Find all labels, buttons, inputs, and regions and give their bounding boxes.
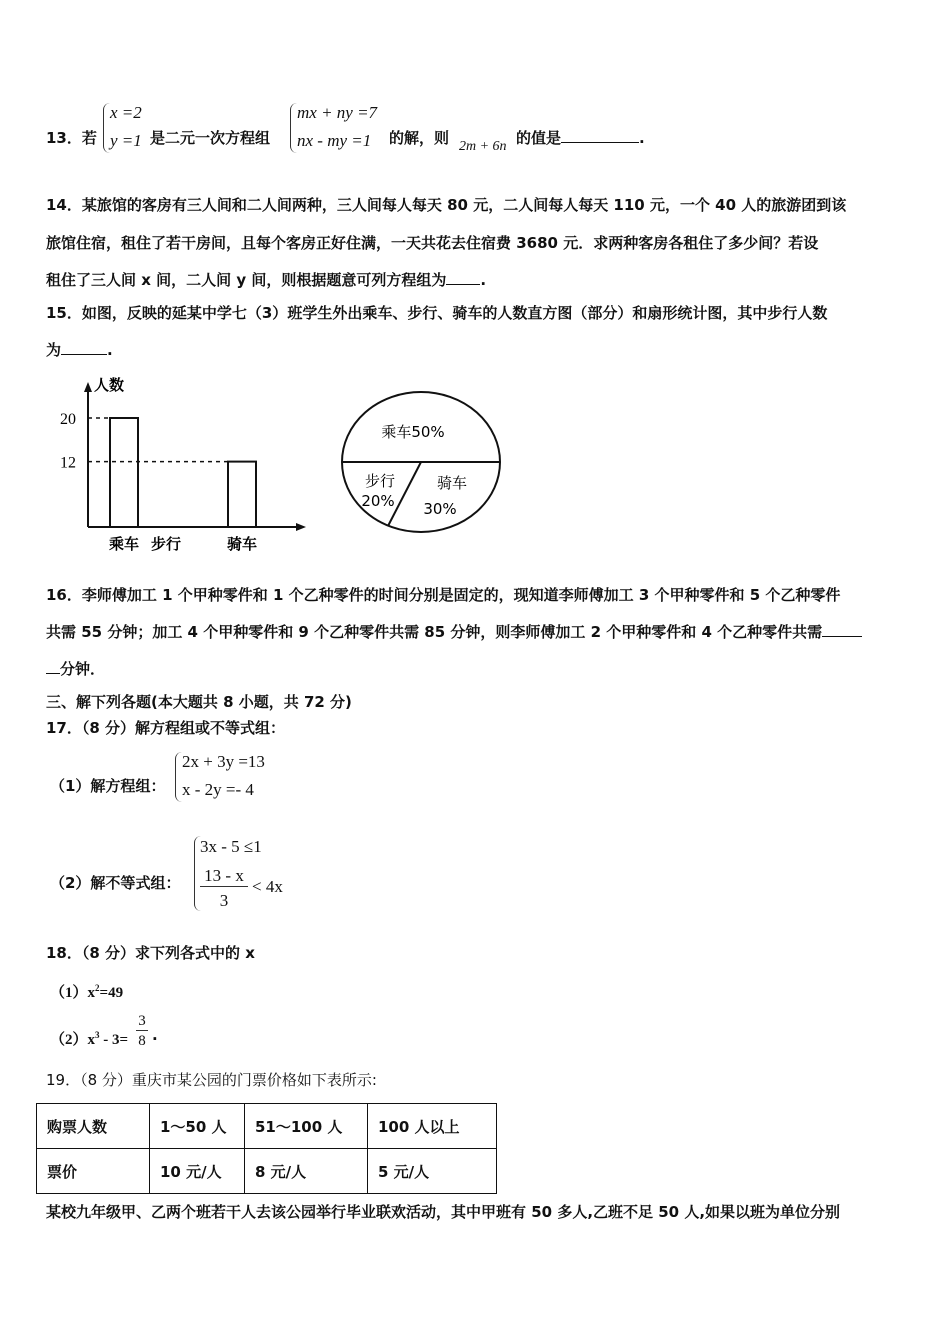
equation: x - 2y =- 4 [182, 780, 254, 799]
text: 的值是 [516, 129, 562, 147]
expression: 2m + 6n [459, 139, 507, 154]
fraction-numerator: 13 - x [200, 866, 248, 887]
q14-line: 租住了三人间 x 间，二人间 y 间，则根据题意可列方程组为 [46, 271, 447, 289]
equation: nx - my =1 [297, 131, 372, 150]
y-tick-label: 20 [60, 411, 76, 428]
text: （2）x [50, 1032, 96, 1048]
y-axis-label: 人数 [94, 376, 125, 394]
q19-title: 19．（8 分）重庆市某公园的门票价格如下表所示: [46, 1071, 377, 1089]
x-tick-label: 骑车 [226, 535, 258, 553]
table-cell: 票价 [37, 1149, 150, 1194]
answer-blank[interactable] [46, 673, 60, 674]
pie-label: 步行 [364, 472, 396, 490]
table-cell: 5 元/人 [368, 1149, 497, 1194]
text: . [480, 271, 487, 289]
pie-label: 30% [423, 500, 457, 518]
fraction-denominator: 8 [138, 1033, 146, 1049]
brace [175, 752, 182, 802]
inequality: 3x - 5 ≤1 [200, 837, 262, 856]
y-tick-label: 12 [60, 454, 76, 472]
x-tick-label: 步行 [150, 535, 182, 553]
inequality: < 4x [252, 877, 283, 896]
table-cell: 100 人以上 [368, 1104, 497, 1149]
bar [228, 462, 256, 527]
table-cell: 51～100 人 [245, 1104, 368, 1149]
text: =49 [99, 985, 124, 1001]
y-axis-arrow [84, 382, 92, 392]
section-heading: 三、解下列各题(本大题共 8 小题，共 72 分) [46, 693, 352, 711]
q17-title: 17．（8 分）解方程组或不等式组： [46, 719, 286, 737]
x-axis-arrow [296, 523, 306, 531]
pie-label: 20% [361, 492, 395, 510]
fraction-numerator: 3 [136, 1013, 148, 1031]
q16-line: 共需 55 分钟；加工 4 个甲种零件和 9 个乙种零件共需 85 分钟，则李师傅加工 2 个甲种零件和 4 个乙种零件共需 [46, 623, 823, 641]
equation: mx + ny =7 [297, 103, 378, 122]
equation: x =2 [110, 103, 142, 122]
pie-label: 乘车50% [381, 423, 445, 441]
q17-part1: （1）解方程组： [50, 777, 166, 795]
q14-line: 旅馆住宿，租住了若干房间，且每个客房正好住满，一天共花去住宿费 3680 元．求两种客房各租住了多少间？若设 [46, 234, 819, 252]
exponent: 2 [95, 983, 100, 993]
q16-line: 16．李师傅加工 1 个甲种零件和 1 个乙种零件的时间分别是固定的，现知道李师傅加工 3 个甲种零件和 5 个乙种零件 [46, 586, 841, 604]
x-tick-label: 乘车 [108, 535, 140, 553]
q15-line: 15．如图，反映的延某中学七（3）班学生外出乘车、步行、骑车的人数直方图（部分）和扇形统计图，其中步行人数 [46, 304, 828, 322]
q19-text: 某校九年级甲、乙两个班若干人去该公园举行毕业联欢活动，其中甲班有 50 多人,乙班不足 50 人,如果以班为单位分别 [46, 1203, 841, 1221]
table-cell: 购票人数 [37, 1104, 150, 1149]
q14-line: 14．某旅馆的客房有三人间和二人间两种，三人间每人每天 80 元，二人间每人每天 110 元，一个 40 人的旅游团到该 [46, 196, 847, 214]
text: （1）x [50, 985, 96, 1001]
table-row [37, 1149, 497, 1194]
exponent: 3 [95, 1030, 100, 1040]
text: . [639, 129, 645, 147]
text: - 3= [99, 1032, 129, 1048]
table-cell: 10 元/人 [150, 1149, 245, 1194]
table-cell: 8 元/人 [245, 1149, 368, 1194]
charts [0, 0, 950, 600]
text: 是二元一次方程组 [150, 129, 271, 147]
text: 的解，则 [389, 129, 450, 147]
fraction-denominator: 3 [219, 891, 229, 910]
text: 分钟． [60, 660, 106, 678]
q13-label: 13．若 [46, 129, 97, 147]
pie-label: 骑车 [436, 474, 468, 492]
equation: y =1 [110, 131, 142, 150]
table-cell: 1～50 人 [150, 1104, 245, 1149]
q18-title: 18．（8 分）求下列各式中的 x [46, 944, 255, 962]
price-table [36, 1103, 497, 1194]
bar [110, 418, 138, 527]
table-row [37, 1104, 497, 1149]
q15-line: 为 [46, 341, 62, 359]
q17-part2: （2）解不等式组： [50, 874, 181, 892]
answer-blank[interactable] [822, 636, 862, 637]
equation: 2x + 3y =13 [182, 752, 265, 771]
text: . [107, 341, 113, 359]
text: . [152, 1026, 158, 1044]
